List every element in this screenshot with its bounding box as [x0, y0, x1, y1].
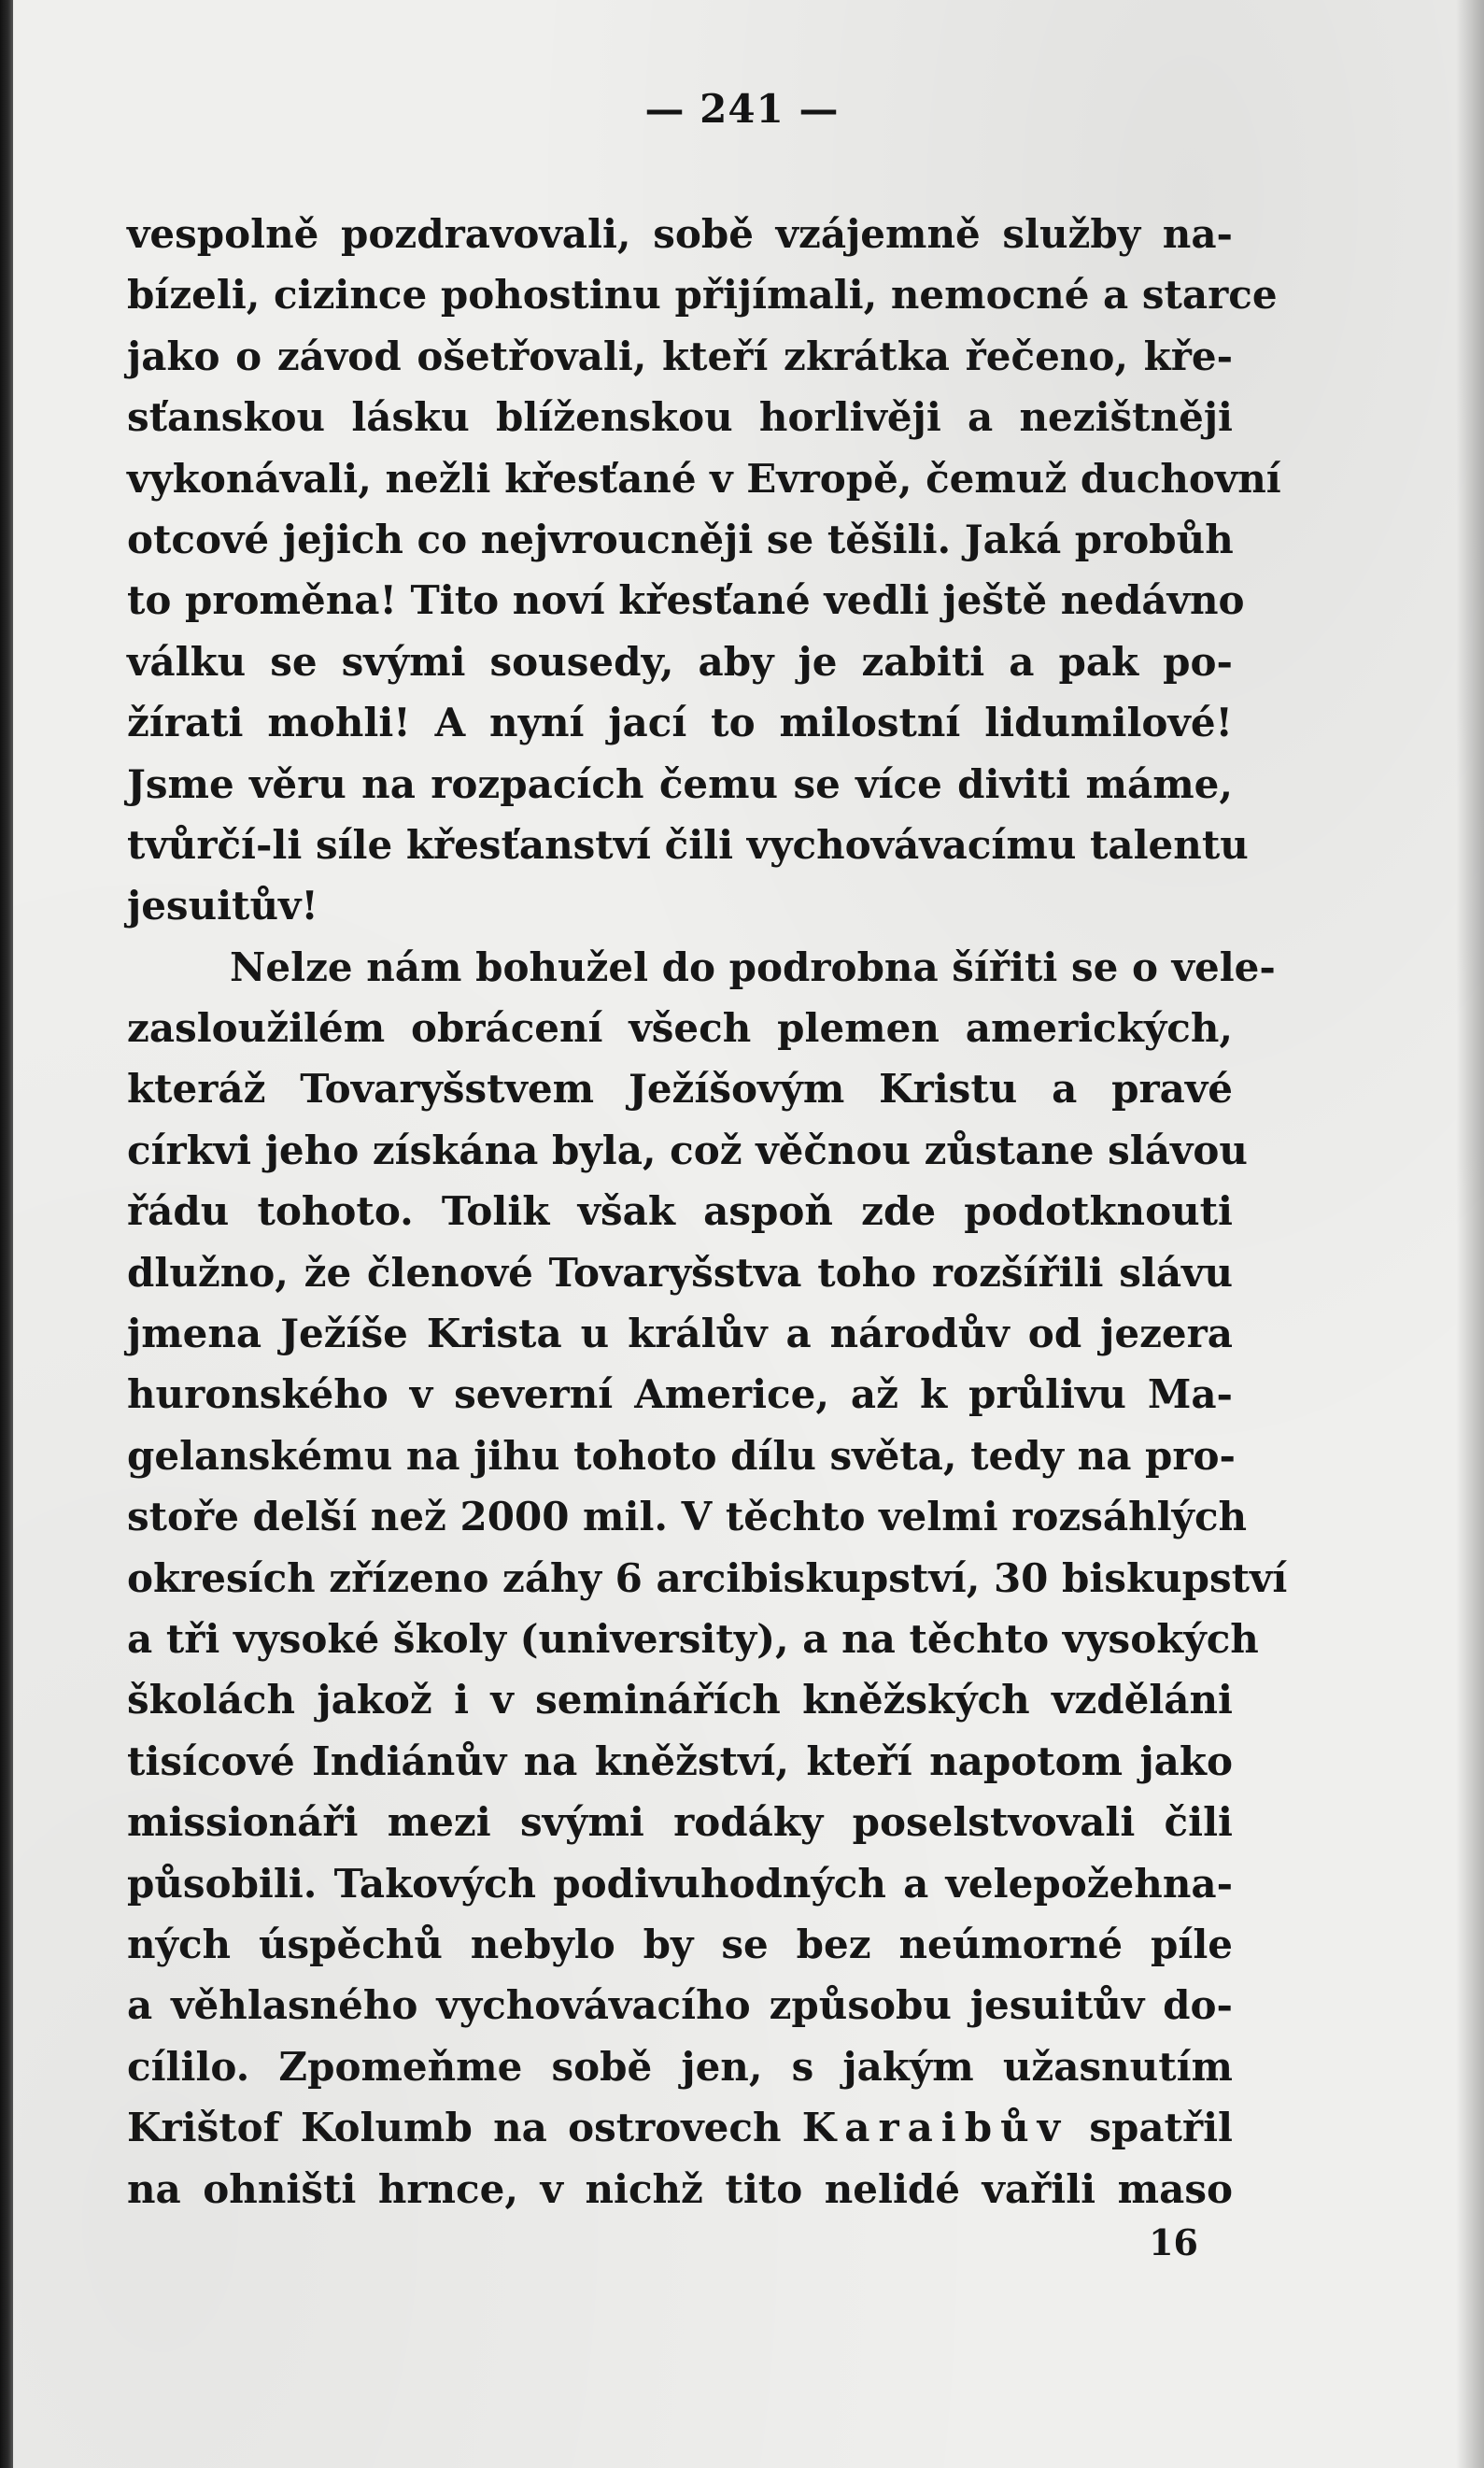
text-line: na ohništi hrnce, v nichž tito nelidé vařili maso — [127, 2165, 1233, 2212]
text-line: huronského v severní Americe, až k průlivu Ma- — [127, 1371, 1233, 1418]
text-line: dlužno, že členové Tovaryšstva toho rozšířili slávu — [127, 1249, 1233, 1296]
text-line: sťanskou lásku blíženskou horlivěji a nezištněji — [127, 394, 1233, 441]
text-line: missionáři mezi svými rodáky poselstvovali čili — [127, 1799, 1233, 1846]
text-line: jmena Ježíše Krista u králův a národův od jezera — [127, 1311, 1233, 1357]
text-line: řádu tohoto. Tolik však aspoň zde podotknouti — [127, 1188, 1233, 1235]
text-run: spatřil — [1068, 2105, 1233, 2151]
text-line: církvi jeho získána byla, což věčnou zůstane slávou — [127, 1127, 1248, 1173]
text-line: stoře delší než 2000 mil. V těchto velmi rozsáhlých — [127, 1494, 1248, 1540]
text-line: otcové jejich co nejvroucněji se těšili. Jaká probůh — [127, 516, 1234, 562]
text-line: to proměna! Tito noví křesťané vedli ještě nedávno — [127, 577, 1245, 624]
page-edge-shadow — [1456, 0, 1484, 2468]
text-line: Jsme věru na rozpacích čemu se více diviti máme, — [127, 760, 1233, 807]
spaced-name: Karaibův — [801, 2105, 1069, 2151]
text-line: tvůrčí-li síle křesťanství čili vychovávacímu talentu — [127, 821, 1249, 868]
text-line: bízeli, cizince pohostinu přijímali, nemocné a starce — [127, 272, 1278, 319]
text-line-with-spaced-name — [127, 2097, 1233, 2158]
text-line: vykonávali, nežli křesťané v Evropě, čemuž duchovní — [127, 455, 1281, 502]
text-line: a tři vysoké školy (university), a na těchto vysokých — [127, 1615, 1259, 1662]
text-line: žírati mohli! A nyní jací to milostní lidumilové! — [127, 700, 1233, 746]
text-line: válku se svými sousedy, aby je zabiti a pak po- — [127, 638, 1233, 685]
text-line: ných úspěchů nebylo by se bez neúmorné píle — [127, 1921, 1233, 1967]
text-line: jesuitův! — [127, 883, 318, 929]
text-line: kteráž Tovaryšstvem Ježíšovým Kristu a pravé — [127, 1066, 1233, 1113]
book-spine-shadow — [0, 0, 13, 2468]
page-number: — 241 — — [644, 86, 840, 132]
text-line: zasloužilém obrácení všech plemen amerických, — [127, 1005, 1233, 1052]
text-line: tisícové Indiánův na kněžství, kteří napotom jako — [127, 1738, 1233, 1784]
text-line: působili. Takových podivuhodných a velepožehna- — [127, 1860, 1233, 1907]
text-line: školách jakož i v seminářích kněžských vzděláni — [127, 1677, 1233, 1723]
text-run: Krištof Kolumb na ostrovech — [127, 2105, 802, 2151]
body-text — [127, 204, 1288, 2220]
text-line: cílilo. Zpomeňme sobě jen, s jakým užasnutím — [127, 2043, 1233, 2090]
text-line: jako o závod ošetřovali, kteří zkrátka řečeno, kře- — [127, 333, 1233, 379]
text-line: a věhlasného vychovávacího způsobu jesuitův do- — [127, 1982, 1233, 2029]
paragraph-first-line: Nelze nám bohužel do podrobna šířiti se o vele- — [230, 943, 1276, 990]
text-line: vespolně pozdravovali, sobě vzájemně služby na- — [127, 211, 1233, 257]
signature-mark: 16 — [1149, 2221, 1198, 2263]
text-line: gelanskému na jihu tohoto dílu světa, tedy na pro- — [127, 1432, 1236, 1479]
text-line: okresích zřízeno záhy 6 arcibiskupství, 30 biskupství — [127, 1554, 1288, 1601]
